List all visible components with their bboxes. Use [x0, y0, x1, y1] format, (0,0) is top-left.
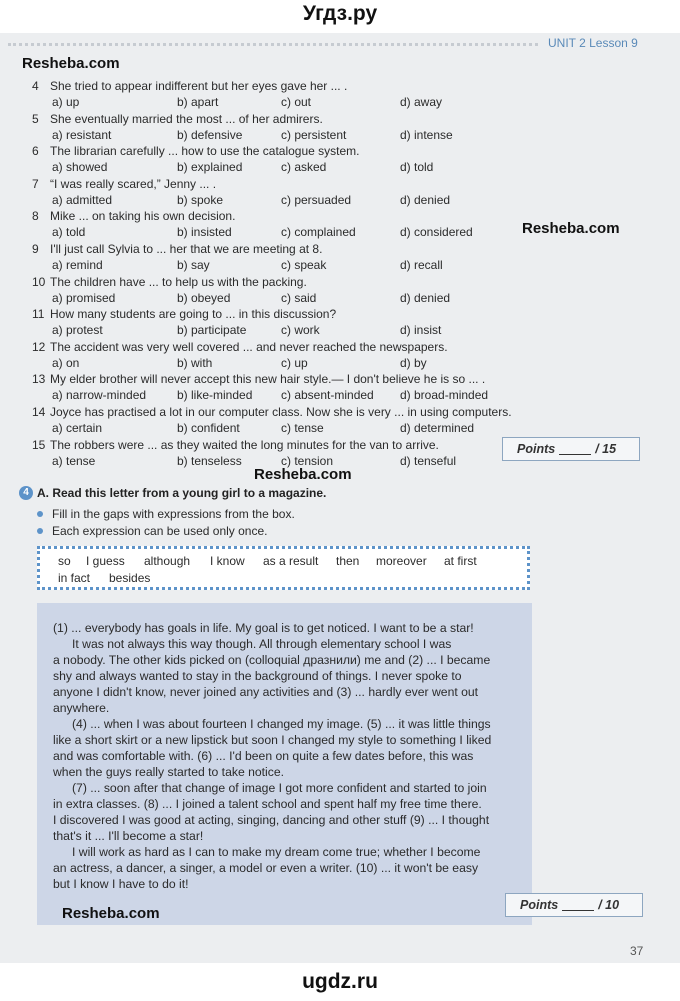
- answer-option[interactable]: d) denied: [400, 193, 451, 207]
- answer-option[interactable]: b) spoke: [177, 193, 224, 207]
- answer-option[interactable]: c) out: [281, 95, 312, 109]
- instruction-bullet: Each expression can be used only once.: [37, 524, 267, 538]
- bullet-dot-icon: [37, 511, 43, 517]
- question-sentence: My elder brother will never accept this new hair style.— I don't believe he is so ... .: [50, 372, 486, 386]
- expression-word: although: [144, 554, 191, 568]
- question-number: 11: [32, 307, 45, 321]
- answer-option[interactable]: d) away: [400, 95, 443, 109]
- question-text: [32, 242, 322, 256]
- letter-line: anyone I didn't know, never joined any activities and (3) ... hardly ever went out: [53, 685, 479, 699]
- answer-option[interactable]: c) persuaded: [281, 193, 352, 207]
- letter-line: I discovered I was good at acting, singing, dancing and other stuff (9) ... I thought: [53, 813, 490, 827]
- answer-option[interactable]: c) complained: [281, 225, 356, 239]
- instruction-bullet: Fill in the gaps with expressions from the box.: [37, 507, 295, 521]
- answer-option[interactable]: d) determined: [400, 421, 475, 435]
- letter-line: when the guys really started to take notice.: [53, 765, 285, 779]
- question-text: [32, 372, 485, 386]
- points-label: Points: [517, 442, 556, 456]
- question-text: [32, 340, 448, 354]
- question-sentence: Mike ... on taking his own decision.: [50, 209, 236, 223]
- question-sentence: She eventually married the most ... of her admirers.: [50, 112, 323, 126]
- answer-option[interactable]: b) defensive: [177, 128, 243, 142]
- question-text: [32, 307, 336, 321]
- letter-line: that's it ... I'll become a star!: [53, 829, 204, 843]
- answer-option[interactable]: a) promised: [52, 291, 116, 305]
- letter-line: (7) ... soon after that change of image I got more confident and started to join: [72, 781, 487, 795]
- question-number: 12: [32, 340, 46, 354]
- header-dotted-rule: [8, 43, 538, 46]
- exercise-number-badge: 4: [19, 486, 33, 500]
- question-number: 15: [32, 438, 46, 452]
- answer-option[interactable]: a) told: [52, 225, 86, 239]
- letter-line: an actress, a dancer, a singer, a model or even a writer. (10) ... it won't be easy: [53, 861, 479, 875]
- watermark: Resheba.com: [62, 905, 160, 922]
- letter-line: It was not always this way though. All through elementary school I was: [72, 637, 452, 651]
- answer-option[interactable]: b) apart: [177, 95, 219, 109]
- letter-line: like a short skirt or a new lipstick but soon I changed my style to something I liked: [53, 733, 492, 747]
- page-number: 37: [630, 944, 644, 958]
- points-blank: [559, 444, 591, 455]
- answer-option[interactable]: d) intense: [400, 128, 453, 142]
- answer-option[interactable]: b) with: [177, 356, 213, 370]
- answer-option[interactable]: b) insisted: [177, 225, 232, 239]
- expression-word: I know: [210, 554, 245, 568]
- question-text: [32, 177, 216, 191]
- question-number: 4: [32, 79, 39, 93]
- answer-option[interactable]: c) absent-minded: [281, 388, 374, 402]
- answer-option[interactable]: c) asked: [281, 160, 327, 174]
- question-text: [32, 438, 439, 452]
- question-sentence: The robbers were ... as they waited the long minutes for the van to arrive.: [50, 438, 439, 452]
- question-number: 6: [32, 144, 39, 158]
- answer-option[interactable]: c) speak: [281, 258, 327, 272]
- letter-line: a nobody. The other kids picked on (colloquial дразнили) me and (2) ... I became: [53, 653, 491, 667]
- question-sentence: The librarian carefully ... how to use the catalogue system.: [50, 144, 360, 158]
- bullet-dot-icon: [37, 528, 43, 534]
- answer-option[interactable]: c) persistent: [281, 128, 347, 142]
- answer-option[interactable]: a) admitted: [52, 193, 113, 207]
- watermark: Resheba.com: [522, 220, 620, 237]
- answer-option[interactable]: a) resistant: [52, 128, 112, 142]
- question-number: 14: [32, 405, 46, 419]
- question-number: 8: [32, 209, 39, 223]
- question-number: 13: [32, 372, 46, 386]
- answer-option[interactable]: d) denied: [400, 291, 451, 305]
- answer-option[interactable]: a) up: [52, 95, 80, 109]
- answer-option[interactable]: a) narrow-minded: [52, 388, 147, 402]
- question-text: [32, 275, 307, 289]
- site-title-top: Угдз.ру: [302, 2, 378, 25]
- letter-line: I will work as hard as I can to make my dream come true; whether I become: [72, 845, 481, 859]
- expression-word: then: [336, 554, 360, 568]
- answer-option[interactable]: d) recall: [400, 258, 443, 272]
- expression-word: I guess: [86, 554, 125, 568]
- answer-option[interactable]: a) tense: [52, 454, 96, 468]
- answer-option[interactable]: b) participate: [177, 323, 247, 337]
- watermark: Resheba.com: [22, 55, 120, 72]
- letter-line: shy and always wanted to stay in the background of things. I never spoke to: [53, 669, 462, 683]
- question-sentence: I'll just call Sylvia to ... her that we are meeting at 8.: [50, 242, 323, 256]
- points-box-10[interactable]: [505, 893, 643, 917]
- answer-option[interactable]: c) work: [281, 323, 320, 337]
- points-box-15[interactable]: [502, 437, 640, 461]
- expression-word: at first: [444, 554, 477, 568]
- answer-option[interactable]: d) tenseful: [400, 454, 457, 468]
- expression-word: as a result: [263, 554, 319, 568]
- expression-word: moreover: [376, 554, 427, 568]
- question-text: [32, 209, 235, 223]
- question-text: [32, 405, 512, 419]
- answer-option[interactable]: b) obeyed: [177, 291, 231, 305]
- question-sentence: She tried to appear indifferent but her eyes gave her ... .: [50, 79, 348, 93]
- letter-line: but I know I have to do it!: [53, 877, 189, 891]
- expression-word: in fact: [58, 571, 91, 585]
- points-label: Points: [520, 898, 559, 912]
- question-text: [32, 79, 347, 93]
- points-total: / 10: [598, 898, 620, 912]
- site-title-bottom: ugdz.ru: [302, 970, 378, 993]
- expression-box: [37, 546, 530, 590]
- question-sentence: The children have ... to help us with the packing.: [50, 275, 307, 289]
- points-total: / 15: [595, 442, 617, 456]
- question-sentence: “I was really scared,” Jenny ... .: [50, 177, 217, 191]
- answer-option[interactable]: a) protest: [52, 323, 103, 337]
- expression-word: besides: [109, 571, 151, 585]
- answer-option[interactable]: b) confident: [177, 421, 240, 435]
- letter-line: (1) ... everybody has goals in life. My goal is to get noticed. I want to be a star!: [53, 621, 474, 635]
- answer-option[interactable]: d) told: [400, 160, 434, 174]
- question-number: 10: [32, 275, 46, 289]
- answer-option[interactable]: b) say: [177, 258, 210, 272]
- letter-line: and was comfortable with. (6) ... I'd been on quite a few dates before, this was: [53, 749, 474, 763]
- answer-option[interactable]: b) like-minded: [177, 388, 253, 402]
- answer-option[interactable]: c) said: [281, 291, 317, 305]
- question-number: 9: [32, 242, 39, 256]
- answer-option[interactable]: d) by: [400, 356, 427, 370]
- letter-line: in extra classes. (8) ... I joined a talent school and spent half my free time there.: [53, 797, 482, 811]
- answer-option[interactable]: a) showed: [52, 160, 108, 174]
- answer-option[interactable]: d) considered: [400, 225, 473, 239]
- answer-option[interactable]: d) broad-minded: [400, 388, 489, 402]
- unit-lesson-label: UNIT 2 Lesson 9: [548, 36, 638, 50]
- answer-option[interactable]: b) tenseless: [177, 454, 242, 468]
- answer-option[interactable]: d) insist: [400, 323, 442, 337]
- letter-line: anywhere.: [53, 701, 110, 715]
- question-sentence: How many students are going to ... in this discussion?: [50, 307, 337, 321]
- answer-option[interactable]: c) up: [281, 356, 308, 370]
- question-text: [32, 144, 360, 158]
- exercise-title: A. Read this letter from a young girl to a magazine.: [37, 486, 327, 500]
- points-blank: [562, 900, 594, 911]
- question-text: [32, 112, 323, 126]
- answer-option[interactable]: a) remind: [52, 258, 103, 272]
- answer-option[interactable]: a) on: [52, 356, 80, 370]
- question-sentence: Joyce has practised a lot in our computer class. Now she is very ... in using computers.: [50, 405, 512, 419]
- question-sentence: The accident was very well covered ... and never reached the newspapers.: [50, 340, 448, 354]
- watermark: Resheba.com: [254, 466, 352, 483]
- question-number: 7: [32, 177, 39, 191]
- answer-option[interactable]: b) explained: [177, 160, 243, 174]
- question-number: 5: [32, 112, 39, 126]
- letter-line: (4) ... when I was about fourteen I changed my image. (5) ... it was little things: [72, 717, 491, 731]
- expression-word: so: [58, 554, 71, 568]
- answer-option[interactable]: c) tense: [281, 421, 324, 435]
- answer-option[interactable]: c) tension: [281, 454, 334, 468]
- letter-panel: [37, 603, 532, 925]
- answer-option[interactable]: a) certain: [52, 421, 103, 435]
